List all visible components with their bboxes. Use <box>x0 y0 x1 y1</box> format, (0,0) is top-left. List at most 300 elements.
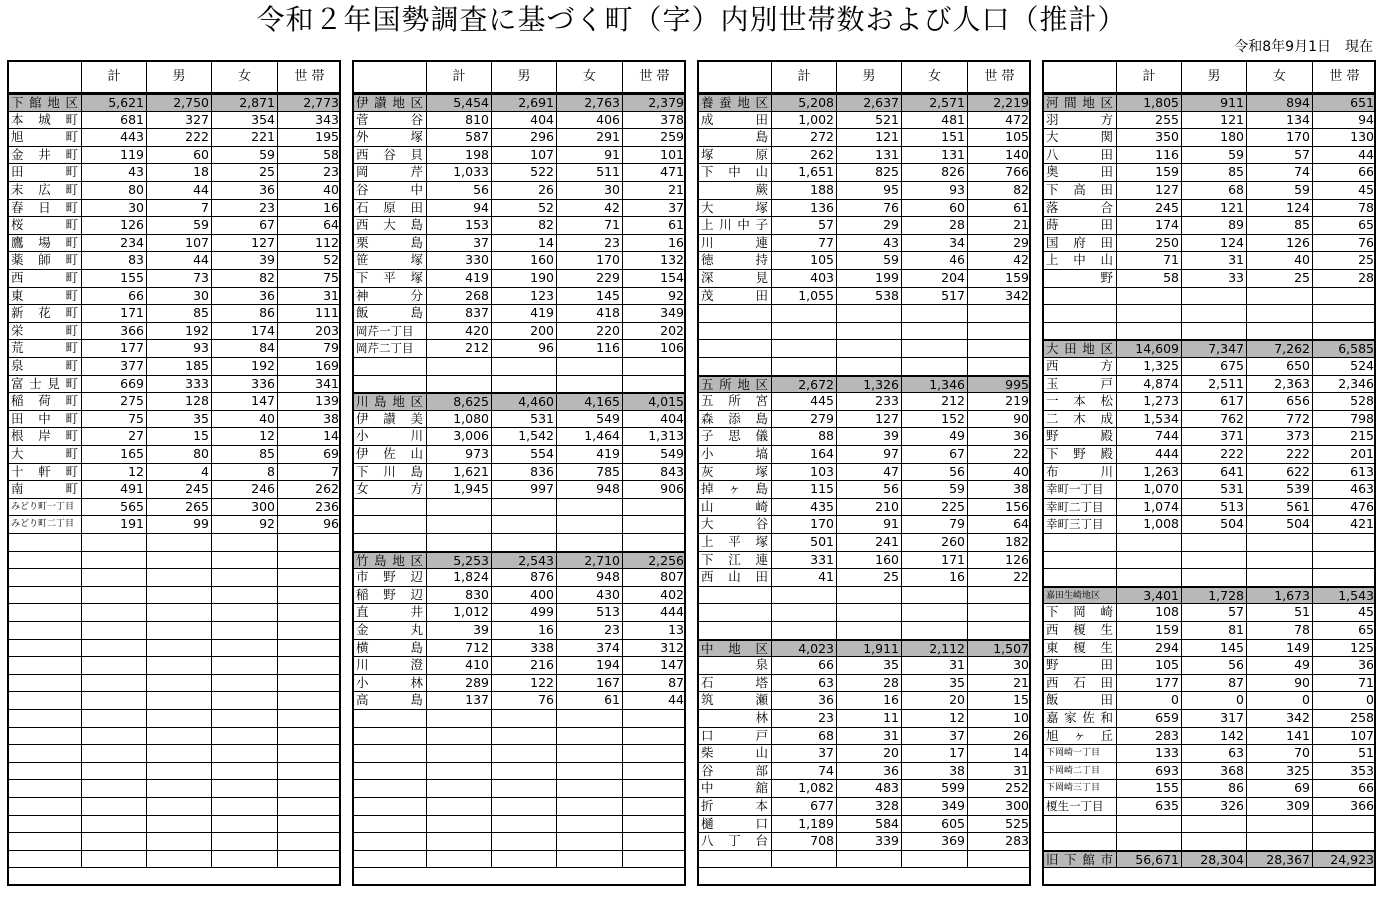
table-row <box>9 710 339 728</box>
area-name: 谷 中 <box>356 182 423 197</box>
household-value <box>277 833 341 850</box>
table-row <box>354 428 684 446</box>
total-value: 14,609 <box>1116 341 1181 358</box>
area-name: 南 町 <box>11 481 78 497</box>
male-value <box>491 780 556 797</box>
female-value: 28 <box>901 217 967 234</box>
total-value: 159 <box>1116 164 1181 181</box>
household-value: 2,346 <box>1312 376 1376 393</box>
area-name: 新花町 <box>11 305 78 321</box>
male-value: 1,542 <box>491 428 556 445</box>
area-name <box>354 728 426 745</box>
table-row <box>354 516 684 534</box>
total-value: 115 <box>771 481 836 498</box>
table-row <box>9 640 339 658</box>
household-value: 219 <box>967 393 1031 410</box>
table-row <box>354 129 684 147</box>
household-value <box>277 587 341 604</box>
household-value <box>277 604 341 621</box>
area-name: 山 崎 <box>701 498 768 514</box>
area-name: 本城町 <box>11 111 78 127</box>
total-value: 136 <box>771 200 836 217</box>
area-name: 川島地区 <box>356 394 423 410</box>
area-name: 末広町 <box>11 182 78 197</box>
female-value: 291 <box>556 129 622 146</box>
female-value: 141 <box>1246 728 1312 745</box>
male-value: 371 <box>1181 428 1246 445</box>
male-value: 160 <box>491 252 556 269</box>
area-name <box>354 798 426 815</box>
household-value: 524 <box>1312 358 1376 375</box>
household-value: 236 <box>277 499 341 516</box>
table-row <box>354 305 684 323</box>
male-value: 190 <box>491 270 556 287</box>
total-value: 1,074 <box>1116 499 1181 516</box>
area-name: 樋 口 <box>701 815 768 831</box>
male-value: 35 <box>146 411 211 428</box>
female-value: 785 <box>556 464 622 481</box>
area-name: 伊佐山 <box>356 446 423 461</box>
female-value <box>556 798 622 815</box>
male-value <box>491 763 556 780</box>
area-name <box>1044 569 1116 586</box>
female-value: 134 <box>1246 112 1312 129</box>
male-value <box>491 745 556 762</box>
total-value: 165 <box>81 446 146 463</box>
total-value: 133 <box>1116 745 1181 762</box>
area-name <box>699 587 771 604</box>
male-value <box>836 305 901 322</box>
male-value <box>146 710 211 727</box>
household-value: 353 <box>1312 763 1376 780</box>
area-name: 灰 塚 <box>701 463 768 479</box>
male-value: 31 <box>836 728 901 745</box>
table-row <box>9 358 339 376</box>
female-value <box>556 728 622 745</box>
area-name: 深 見 <box>701 270 768 285</box>
male-value: 185 <box>146 358 211 375</box>
male-value <box>146 798 211 815</box>
household-value: 139 <box>277 393 341 410</box>
household-value: 69 <box>277 446 341 463</box>
household-value: 29 <box>967 235 1031 252</box>
household-value: 613 <box>1312 464 1376 481</box>
female-value: 74 <box>1246 164 1312 181</box>
male-value: 59 <box>146 217 211 234</box>
table-row <box>354 604 684 622</box>
total-value: 1,055 <box>771 288 836 305</box>
area-name: 金 丸 <box>356 622 423 637</box>
total-value: 188 <box>771 182 836 199</box>
total-value: 275 <box>81 393 146 410</box>
female-value: 354 <box>211 112 277 129</box>
female-value: 192 <box>211 358 277 375</box>
total-value: 350 <box>1116 129 1181 146</box>
table-row <box>699 305 1029 323</box>
total-value: 2,672 <box>771 377 836 394</box>
household-value: 79 <box>277 340 341 357</box>
male-value <box>491 499 556 516</box>
household-value: 40 <box>967 464 1031 481</box>
area-name <box>699 851 771 868</box>
household-value <box>967 323 1031 340</box>
area-name: 小 塙 <box>701 446 768 461</box>
table-row <box>1044 728 1374 746</box>
area-name: 落 合 <box>1046 199 1113 215</box>
table-row <box>9 745 339 763</box>
male-value: 216 <box>491 657 556 674</box>
area-name: 岡芹二丁目 <box>356 341 414 356</box>
area-name: 岡芹一丁目 <box>356 323 414 338</box>
area-name: 養蚕地区 <box>701 95 768 110</box>
household-value: 94 <box>1312 112 1376 129</box>
area-name <box>1044 305 1116 322</box>
table-row <box>354 112 684 130</box>
male-value: 1,728 <box>1181 588 1246 605</box>
household-value: 23 <box>277 164 341 181</box>
male-value: 128 <box>146 393 211 410</box>
household-value: 22 <box>967 569 1031 586</box>
area-name: 徳 持 <box>701 252 768 268</box>
table-row <box>1044 200 1374 218</box>
total-value: 198 <box>426 147 491 164</box>
female-value: 84 <box>211 340 277 357</box>
table-row <box>1044 112 1374 130</box>
household-value: 342 <box>967 288 1031 305</box>
household-value: 107 <box>1312 728 1376 745</box>
area-name: 幸町一丁目 <box>1046 482 1104 497</box>
household-value: 22 <box>967 446 1031 463</box>
total-value: 693 <box>1116 763 1181 780</box>
female-value <box>211 640 277 657</box>
total-value <box>771 587 836 604</box>
male-value <box>836 622 901 639</box>
table-row <box>1044 745 1374 763</box>
female-value: 127 <box>211 235 277 252</box>
male-value: 31 <box>1181 252 1246 269</box>
area-name: 小 川 <box>356 428 423 444</box>
table-row <box>354 710 684 728</box>
household-value: 6,585 <box>1312 341 1376 358</box>
female-value <box>211 552 277 569</box>
total-value: 1,651 <box>771 164 836 181</box>
female-value: 229 <box>556 270 622 287</box>
area-name <box>354 851 426 868</box>
male-value: 76 <box>836 200 901 217</box>
area-name: 幸町三丁目 <box>1046 517 1104 532</box>
male-value: 57 <box>1181 604 1246 621</box>
area-name: 竹島地区 <box>356 552 423 568</box>
household-value: 195 <box>277 129 341 146</box>
table-row <box>1044 657 1374 675</box>
male-value <box>146 534 211 551</box>
table-row <box>1044 833 1374 851</box>
total-value: 108 <box>1116 604 1181 621</box>
table-row <box>699 288 1029 306</box>
total-value <box>426 833 491 850</box>
female-value: 57 <box>1246 147 1312 164</box>
household-value: 258 <box>1312 710 1376 727</box>
female-value: 300 <box>211 499 277 516</box>
area-name: 神 分 <box>356 287 423 303</box>
total-value: 68 <box>771 728 836 745</box>
table-row <box>1044 428 1374 446</box>
area-name: 西榎生 <box>1046 622 1113 637</box>
table-row <box>354 798 684 816</box>
table-row <box>1044 499 1374 517</box>
male-value: 36 <box>836 763 901 780</box>
male-value <box>146 816 211 833</box>
female-value: 336 <box>211 376 277 393</box>
male-value: 200 <box>491 323 556 340</box>
household-value: 126 <box>967 552 1031 569</box>
male-value: 91 <box>836 516 901 533</box>
male-value: 245 <box>146 481 211 498</box>
male-value: 11 <box>836 710 901 727</box>
female-value: 260 <box>901 534 967 551</box>
table-row <box>9 798 339 816</box>
household-value: 75 <box>277 270 341 287</box>
table-row <box>354 780 684 798</box>
male-value <box>491 516 556 533</box>
female-value: 309 <box>1246 798 1312 815</box>
column-header: 男 <box>146 62 211 92</box>
female-value: 131 <box>901 147 967 164</box>
table-row <box>1044 270 1374 288</box>
household-value: 44 <box>622 692 686 709</box>
total-value: 366 <box>81 323 146 340</box>
female-value: 220 <box>556 323 622 340</box>
area-name <box>9 587 81 604</box>
area-name: 河間地区 <box>1046 95 1113 110</box>
area-name: 旧下館市 <box>1046 851 1113 867</box>
household-value: 78 <box>1312 200 1376 217</box>
table-row <box>354 587 684 605</box>
household-value <box>1312 552 1376 569</box>
male-value <box>836 340 901 357</box>
total-value: 177 <box>1116 675 1181 692</box>
total-value: 283 <box>1116 728 1181 745</box>
total-value: 171 <box>81 305 146 322</box>
area-name: 西大島 <box>356 217 423 233</box>
total-value <box>1116 534 1181 551</box>
household-value <box>277 622 341 639</box>
total-value: 43 <box>81 164 146 181</box>
household-value: 14 <box>967 745 1031 762</box>
female-value: 59 <box>901 481 967 498</box>
male-value: 192 <box>146 323 211 340</box>
total-value: 103 <box>771 464 836 481</box>
area-name <box>9 640 81 657</box>
household-value: 651 <box>1312 95 1376 112</box>
total-value: 234 <box>81 235 146 252</box>
total-value: 0 <box>1116 692 1181 709</box>
household-value: 843 <box>622 464 686 481</box>
area-name: 栄 町 <box>11 322 78 338</box>
column-header: 女 <box>1246 62 1312 92</box>
column-header: 女 <box>211 62 277 92</box>
table-row <box>699 833 1029 851</box>
household-value: 61 <box>967 200 1031 217</box>
area-name <box>9 728 81 745</box>
household-value: 16 <box>622 235 686 252</box>
area-name <box>9 798 81 815</box>
table-row <box>354 728 684 746</box>
table-row <box>699 340 1029 358</box>
household-value: 404 <box>622 411 686 428</box>
household-value: 1,543 <box>1312 588 1376 605</box>
area-name <box>354 516 426 533</box>
table-row <box>1044 692 1374 710</box>
household-value: 64 <box>277 217 341 234</box>
total-value: 5,208 <box>771 95 836 112</box>
total-value <box>81 534 146 551</box>
table-row <box>699 604 1029 622</box>
female-value: 221 <box>211 129 277 146</box>
female-value: 656 <box>1246 393 1312 410</box>
male-value: 4,460 <box>491 394 556 411</box>
female-value: 4,165 <box>556 394 622 411</box>
area-name <box>9 657 81 674</box>
table-row <box>9 499 339 517</box>
household-value <box>1312 323 1376 340</box>
total-value: 63 <box>771 675 836 692</box>
female-value: 171 <box>901 552 967 569</box>
household-value: 96 <box>277 516 341 533</box>
area-name: 上中山 <box>1046 252 1113 268</box>
female-value <box>211 604 277 621</box>
total-value <box>1116 288 1181 305</box>
female-value: 513 <box>556 604 622 621</box>
total-value: 39 <box>426 622 491 639</box>
male-value: 28,304 <box>1181 852 1246 869</box>
household-value <box>622 833 686 850</box>
table-row <box>1044 464 1374 482</box>
male-value <box>836 358 901 375</box>
table-row <box>1044 411 1374 429</box>
male-value: 233 <box>836 393 901 410</box>
household-value: 51 <box>1312 745 1376 762</box>
male-value: 836 <box>491 464 556 481</box>
total-value <box>426 763 491 780</box>
table-header <box>354 62 684 94</box>
female-value: 373 <box>1246 428 1312 445</box>
area-name <box>699 604 771 621</box>
area-name: 塚 原 <box>701 146 768 162</box>
female-value: 28,367 <box>1246 852 1312 869</box>
female-value: 78 <box>1246 622 1312 639</box>
table-row <box>9 112 339 130</box>
total-value: 137 <box>426 692 491 709</box>
column-header: 男 <box>491 62 556 92</box>
table-row <box>699 692 1029 710</box>
household-value: 38 <box>277 411 341 428</box>
area-name <box>1044 552 1116 569</box>
male-value: 123 <box>491 288 556 305</box>
area-name: 中 舘 <box>701 780 768 796</box>
household-value: 2,219 <box>967 95 1031 112</box>
household-value: 14 <box>277 428 341 445</box>
male-value: 107 <box>146 235 211 252</box>
male-value: 483 <box>836 780 901 797</box>
male-value: 121 <box>1181 200 1246 217</box>
area-name: 柴 山 <box>701 745 768 761</box>
male-value: 641 <box>1181 464 1246 481</box>
male-value <box>146 675 211 692</box>
female-value <box>556 833 622 850</box>
female-value <box>901 604 967 621</box>
district-total-row <box>9 94 339 112</box>
female-value: 34 <box>901 235 967 252</box>
total-value: 1,012 <box>426 604 491 621</box>
female-value <box>556 745 622 762</box>
male-value: 2,637 <box>836 95 901 112</box>
female-value: 151 <box>901 129 967 146</box>
table-row <box>354 217 684 235</box>
table-row <box>354 446 684 464</box>
table-row <box>354 569 684 587</box>
table-row <box>1044 780 1374 798</box>
male-value <box>491 358 556 375</box>
area-name: 蕨 <box>701 182 781 197</box>
table-row <box>354 851 684 869</box>
male-value: 15 <box>146 428 211 445</box>
total-value: 170 <box>771 516 836 533</box>
table-row <box>1044 604 1374 622</box>
male-value: 96 <box>491 340 556 357</box>
area-name <box>354 710 426 727</box>
male-value: 59 <box>1181 147 1246 164</box>
table-row <box>9 323 339 341</box>
female-value: 147 <box>211 393 277 410</box>
area-name: 伊讃美 <box>356 410 423 426</box>
female-value: 342 <box>1246 710 1312 727</box>
area-name: 西 町 <box>11 270 78 285</box>
male-value: 121 <box>836 129 901 146</box>
male-value: 28 <box>836 675 901 692</box>
male-value: 825 <box>836 164 901 181</box>
total-value <box>426 745 491 762</box>
female-value <box>901 323 967 340</box>
household-value: 71 <box>1312 675 1376 692</box>
female-value: 170 <box>556 252 622 269</box>
total-value: 4,023 <box>771 641 836 658</box>
female-value: 126 <box>1246 235 1312 252</box>
area-name: 桜 町 <box>11 217 78 233</box>
total-value: 1,263 <box>1116 464 1181 481</box>
table-row <box>1044 763 1374 781</box>
female-value: 246 <box>211 481 277 498</box>
total-value: 5,621 <box>81 95 146 112</box>
district-total-row <box>354 94 684 112</box>
area-name <box>9 604 81 621</box>
total-value: 501 <box>771 534 836 551</box>
female-value <box>211 816 277 833</box>
male-value: 2,511 <box>1181 376 1246 393</box>
area-name: 一本松 <box>1046 393 1113 409</box>
female-value: 349 <box>901 798 967 815</box>
total-value: 1,189 <box>771 816 836 833</box>
female-value: 116 <box>556 340 622 357</box>
table-row <box>9 833 339 851</box>
male-value: 419 <box>491 305 556 322</box>
table-row <box>1044 164 1374 182</box>
area-name: 石原田 <box>356 199 423 215</box>
female-value: 145 <box>556 288 622 305</box>
table-row <box>1044 323 1374 341</box>
table-row <box>9 516 339 534</box>
area-name <box>1044 323 1116 340</box>
